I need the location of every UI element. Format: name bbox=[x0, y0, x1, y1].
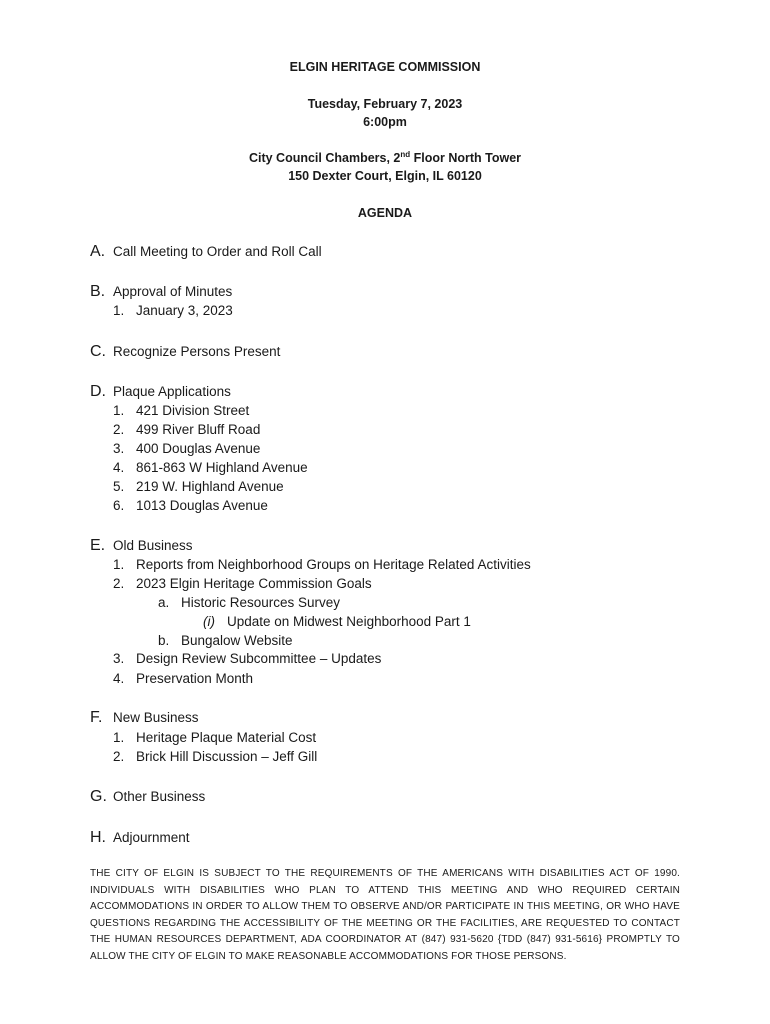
item-number: 2. bbox=[113, 576, 125, 591]
item-number: (i) bbox=[203, 614, 215, 629]
item-text: 219 W. Highland Avenue bbox=[136, 479, 284, 494]
item-text: 1013 Douglas Avenue bbox=[136, 498, 268, 513]
section-c bbox=[90, 343, 280, 361]
org-title: ELGIN HERITAGE COMMISSION bbox=[289, 60, 481, 74]
section-title: Adjournment bbox=[113, 830, 190, 845]
section-letter: C. bbox=[90, 343, 106, 360]
item-number: 1. bbox=[113, 730, 125, 745]
section-e bbox=[90, 537, 193, 555]
list-item bbox=[113, 650, 381, 668]
location-sup: nd bbox=[400, 149, 411, 159]
item-text: 861-863 W Highland Avenue bbox=[136, 460, 308, 475]
list-item bbox=[113, 459, 308, 477]
section-letter: G. bbox=[90, 788, 107, 805]
section-letter: B. bbox=[90, 283, 106, 300]
item-text: Preservation Month bbox=[136, 671, 254, 686]
list-item bbox=[113, 302, 233, 320]
list-item bbox=[113, 748, 317, 766]
item-text: January 3, 2023 bbox=[136, 303, 233, 318]
item-text: Reports from Neighborhood Groups on Heritage Related Activities bbox=[136, 557, 531, 572]
item-text: 2023 Elgin Heritage Commission Goals bbox=[136, 576, 372, 591]
section-f bbox=[90, 709, 199, 727]
section-title: Call Meeting to Order and Roll Call bbox=[113, 244, 322, 259]
item-number: 1. bbox=[113, 303, 125, 318]
section-letter: F. bbox=[90, 709, 103, 726]
ada-notice: THE CITY OF ELGIN IS SUBJECT TO THE REQUIREMENTS OF THE AMERICANS WITH DISABILITIES ACT OF 1990. INDIVIDUALS WITH DISABILITIES WHO PLAN TO ATTEND THIS MEETING AND WHO REQUIRED CERTAIN ACCOMMODATIONS IN ORDER TO ALLOW THEM TO OBSERVE AND/OR PARTICIPATE IN THIS MEETING, OR WHO HAVE QUESTIONS REGARDING THE ACCESSIBILITY OF THE MEETING OR THE FACILITIES, ARE REQUESTED TO CONTACT THE HUMAN RESOURCES DEPARTMENT, ADA COORDINATOR AT (847) 931-5620 {TDD (847) 931-5616} PROMPTLY TO ALLOW THE CITY OF ELGIN TO MAKE REASONABLE ACCOMMODATIONS FOR THOSE PERSONS. bbox=[90, 868, 680, 962]
location-text-2: Floor North Tower bbox=[410, 151, 522, 165]
item-text: Design Review Subcommittee – Updates bbox=[136, 651, 382, 666]
section-title: Old Business bbox=[113, 538, 193, 553]
list-item bbox=[113, 556, 531, 574]
item-number: 5. bbox=[113, 479, 125, 494]
section-title: New Business bbox=[113, 710, 199, 725]
meeting-location bbox=[0, 150, 770, 167]
section-g bbox=[90, 788, 205, 806]
item-text: Update on Midwest Neighborhood Part 1 bbox=[227, 614, 471, 629]
sub-sub-list-item bbox=[203, 613, 471, 631]
item-number: a. bbox=[158, 595, 170, 610]
item-number: 1. bbox=[113, 403, 125, 418]
list-item bbox=[113, 575, 372, 593]
item-text: Brick Hill Discussion – Jeff Gill bbox=[136, 749, 318, 764]
agenda-heading: AGENDA bbox=[357, 206, 413, 220]
location-text: City Council Chambers, 2 bbox=[248, 151, 401, 165]
item-number: b. bbox=[158, 633, 170, 648]
list-item bbox=[113, 440, 260, 458]
section-letter: A. bbox=[90, 243, 106, 260]
meeting-time: 6:00pm bbox=[363, 115, 407, 129]
section-letter: H. bbox=[90, 829, 106, 846]
item-number: 2. bbox=[113, 749, 125, 764]
section-title: Other Business bbox=[113, 789, 206, 804]
item-number: 3. bbox=[113, 441, 125, 456]
item-number: 2. bbox=[113, 422, 125, 437]
list-item bbox=[113, 729, 316, 747]
list-item bbox=[113, 670, 253, 688]
list-item bbox=[113, 421, 260, 439]
list-item bbox=[113, 402, 249, 420]
section-title: Approval of Minutes bbox=[113, 284, 233, 299]
item-text: Bungalow Website bbox=[181, 633, 293, 648]
meeting-date: Tuesday, February 7, 2023 bbox=[307, 97, 463, 111]
item-number: 6. bbox=[113, 498, 125, 513]
item-number: 1. bbox=[113, 557, 125, 572]
section-letter: D. bbox=[90, 383, 106, 400]
sub-list-item bbox=[158, 594, 340, 612]
item-number: 4. bbox=[113, 460, 125, 475]
item-text: 499 River Bluff Road bbox=[136, 422, 261, 437]
section-d bbox=[90, 383, 231, 401]
sub-list-item bbox=[158, 632, 293, 650]
section-title: Recognize Persons Present bbox=[113, 344, 281, 359]
section-b bbox=[90, 283, 232, 301]
item-number: 3. bbox=[113, 651, 125, 666]
section-letter: E. bbox=[90, 537, 106, 554]
list-item bbox=[113, 478, 284, 496]
list-item bbox=[113, 497, 268, 515]
item-number: 4. bbox=[113, 671, 125, 686]
section-title: Plaque Applications bbox=[113, 384, 231, 399]
section-a bbox=[90, 243, 322, 261]
item-text: Historic Resources Survey bbox=[181, 595, 341, 610]
meeting-address: 150 Dexter Court, Elgin, IL 60120 bbox=[288, 169, 482, 183]
section-h bbox=[90, 829, 190, 847]
item-text: Heritage Plaque Material Cost bbox=[136, 730, 317, 745]
item-text: 421 Division Street bbox=[136, 403, 250, 418]
item-text: 400 Douglas Avenue bbox=[136, 441, 261, 456]
